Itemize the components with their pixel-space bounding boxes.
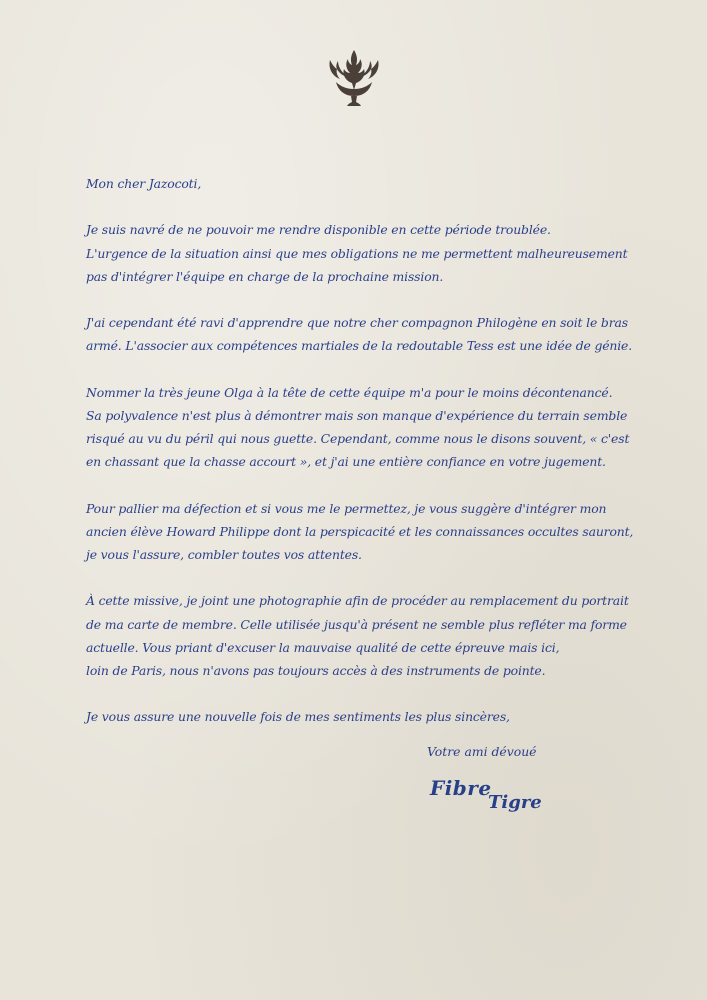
paragraph-line: en chassant que la chasse accourt », et j'ai une entière confiance en votre jugement. bbox=[86, 454, 606, 470]
paragraph-line: Je vous assure une nouvelle fois de mes sentiments les plus sincères, bbox=[86, 709, 510, 725]
paragraph-line: loin de Paris, nous n'avons pas toujours accès à des instruments de pointe. bbox=[86, 662, 546, 678]
paragraph-4 bbox=[86, 497, 646, 567]
paragraph-line: pas d'intégrer l'équipe en charge de la prochaine mission. bbox=[86, 268, 444, 284]
letter-body bbox=[86, 172, 646, 729]
paragraph-5 bbox=[86, 589, 646, 682]
paragraph-line: À cette missive, je joint une photographie afin de procéder au remplacement du portrait bbox=[86, 593, 629, 609]
paragraph-line: actuelle. Vous priant d'excuser la mauvaise qualité de cette épreuve mais ici, bbox=[86, 639, 560, 655]
paragraph-1 bbox=[86, 218, 646, 288]
paragraph-line: Nommer la très jeune Olga à la tête de cette équipe m'a pour le moins décontenancé. bbox=[86, 384, 613, 400]
paragraph-line: ancien élève Howard Philippe dont la perspicacité et les connaissances occultes sauront, bbox=[86, 523, 634, 539]
salutation: Mon cher Jazocoti, bbox=[86, 176, 202, 191]
paragraph-line: de ma carte de membre. Celle utilisée jusqu'à présent ne semble plus refléter ma forme bbox=[86, 616, 627, 632]
signature-last-name: Tigre bbox=[488, 792, 542, 813]
paragraph-line: Pour pallier ma défection et si vous me le permettez, je vous suggère d'intégrer mon bbox=[86, 500, 607, 516]
paragraph-line: Sa polyvalence n'est plus à démontrer mais son manque d'expérience du terrain semble bbox=[86, 407, 628, 423]
paragraph-2 bbox=[86, 311, 646, 357]
signature bbox=[430, 776, 550, 826]
paragraph-line: je vous l'assure, combler toutes vos attentes. bbox=[86, 547, 362, 562]
paragraph-line: risqué au vu du péril qui nous guette. Cependant, comme nous le disons souvent, « c'est bbox=[86, 431, 630, 447]
paragraph-6 bbox=[86, 705, 646, 728]
signature-first-name: Fibre bbox=[430, 776, 492, 800]
paragraph-3 bbox=[86, 381, 646, 474]
closing-line: Votre ami dévoué bbox=[427, 744, 537, 759]
paragraph-line: armé. L'associer aux compétences martiales de la redoutable Tess est une idée de génie. bbox=[86, 338, 633, 354]
fleur-crest-icon bbox=[324, 46, 384, 108]
paragraph-line: L'urgence de la situation ainsi que mes obligations ne me permettent malheureusement bbox=[86, 245, 628, 261]
paragraph-line: Je suis navré de ne pouvoir me rendre disponible en cette période troublée. bbox=[86, 222, 551, 238]
paragraph-line: J'ai cependant été ravi d'apprendre que notre cher compagnon Philogène en soit le bras bbox=[86, 315, 628, 331]
